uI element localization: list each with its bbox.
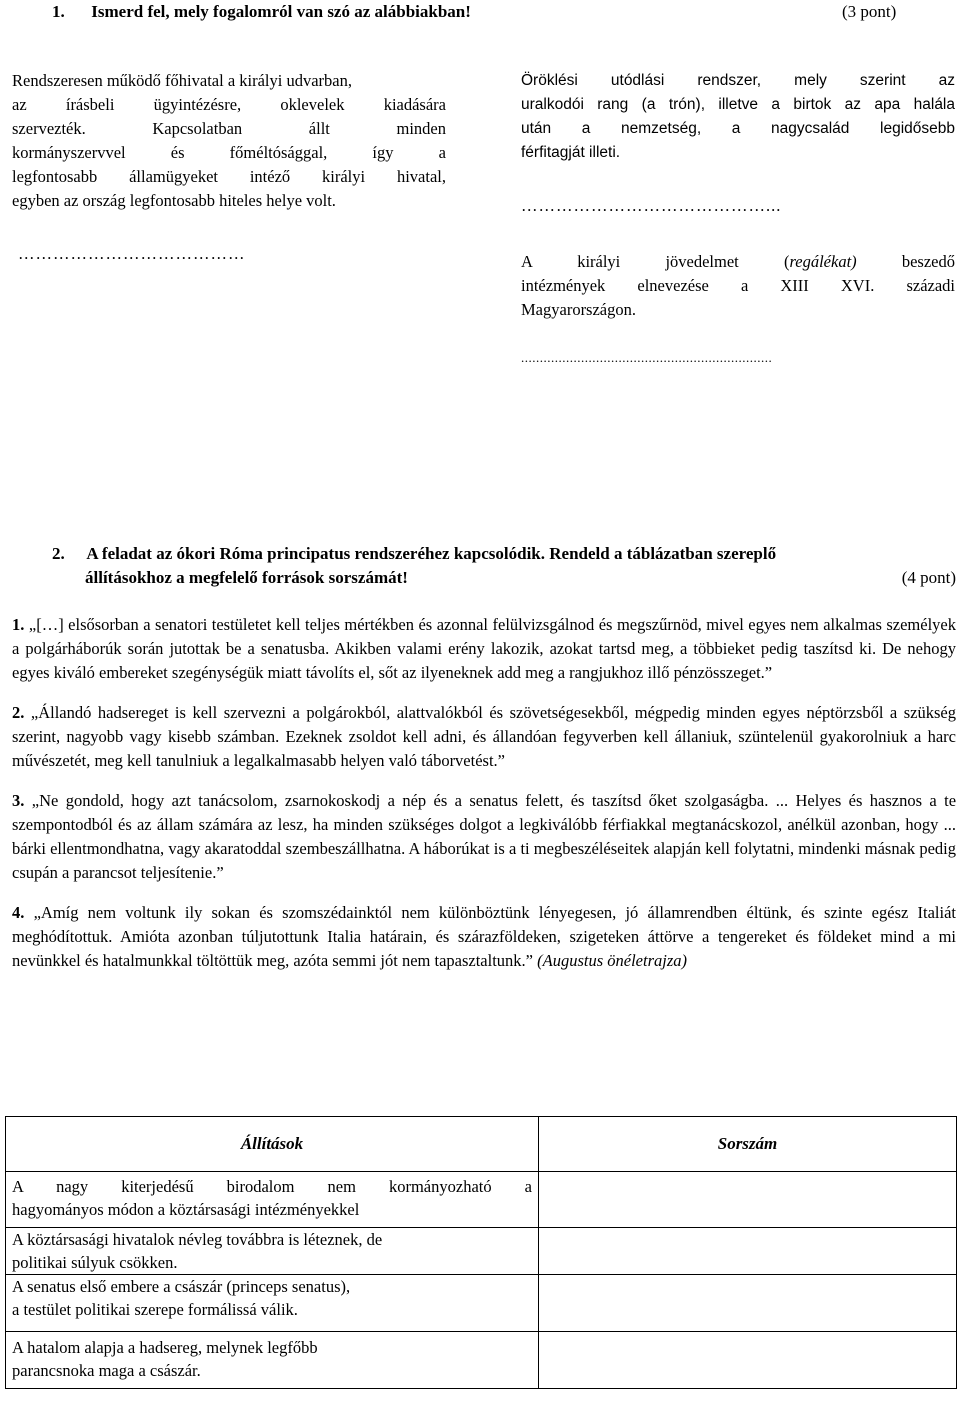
def-line: szervezték. Kapcsolatban állt minden bbox=[12, 119, 446, 138]
q2-points: (4 pont) bbox=[901, 568, 956, 587]
number-answer-cell[interactable] bbox=[539, 1172, 957, 1228]
def-line: kormányszervvel és főméltósággal, így a bbox=[12, 143, 446, 162]
source-2: 2. „Állandó hadsereget is kell szervezni a polgárokból, alattvalókból és szövetségesekből, mégpedig minden egyes néptörzsből a szükség szerint, nagyobb vagy kisebb számban. Ezeknek zsoldot kell adni, és állandóan fegyverben kell állaniuk, szüntelenül gyakorolniuk a harc művészetét, meg kell tanulniuk a legalkalmasabb helyen való táborvetést.” bbox=[12, 703, 957, 770]
table-row bbox=[6, 1172, 957, 1228]
q1-number: 1. bbox=[52, 2, 65, 21]
def-line: intézmények elnevezése a XIII XVI. századi bbox=[521, 276, 955, 295]
number-answer-cell[interactable] bbox=[539, 1275, 957, 1332]
statement-cell: A senatus első embere a császár (princeps senatus), a testület politikai szerepe formálissá válik. bbox=[6, 1275, 539, 1332]
q2-sources bbox=[12, 613, 956, 973]
table-row bbox=[6, 1228, 957, 1275]
q2-prompt-line-1: 2. A feladat az ókori Róma principatus rendszeréhez kapcsolódik. Rendeld a táblázatban szereplő bbox=[52, 544, 777, 563]
source-4: 4. „Amíg nem voltunk ily sokan és szomszédainktól nem különböztünk lényegesen, jó államrendben éltünk, és szinte egész Italiát meghódítottuk. Amióta azonban túljutottunk Italia határain, és szárazföldeken, szigeteken áttörve a tengereket és földeket mind a mi nevünkkel és hatalmunkkal töltöttük meg, azóta semmi jót nem tapasztaltunk.” (Augustus önéletrajza) bbox=[12, 903, 956, 970]
table-row bbox=[6, 1275, 957, 1332]
statement-cell: A hatalom alapja a hadsereg, melynek legfőbb parancsnoka maga a császár. bbox=[6, 1332, 539, 1389]
def-line: A királyi jövedelmet (regálékat) beszedő bbox=[521, 252, 955, 271]
def-line: Magyarországon. bbox=[521, 300, 637, 319]
q1-right-definition-1 bbox=[521, 72, 955, 168]
def-line: Rendszeresen működő főhivatal a királyi udvarban, bbox=[12, 71, 352, 90]
q2-header bbox=[52, 544, 956, 592]
table-header-row bbox=[6, 1117, 957, 1172]
q1-header bbox=[52, 2, 471, 22]
statements-table bbox=[5, 1116, 957, 1389]
def-line: egyben az ország legfontosabb hiteles helye volt. bbox=[12, 191, 336, 210]
number-answer-cell[interactable] bbox=[539, 1228, 957, 1275]
statement-cell: A nagy kiterjedésű birodalom nem kormányozható a hagyományos módon a köztársasági intézményekkel bbox=[6, 1172, 539, 1228]
number-answer-cell[interactable] bbox=[539, 1332, 957, 1389]
q1-right-answer-blank-2[interactable]: ................................................................... bbox=[521, 350, 773, 365]
statement-cell: A köztársasági hivatalok névleg továbbra is léteznek, de politikai súlyuk csökken. bbox=[6, 1228, 539, 1275]
q1-points: (3 pont) bbox=[842, 2, 897, 21]
header-statements: Állítások bbox=[6, 1117, 539, 1172]
source-number: 1. bbox=[12, 615, 25, 634]
def-line: után a nemzetség, a nagycsalád legidősebb bbox=[521, 120, 955, 137]
def-line: uralkodói rang (a trón), illetve a birtok az apa halála bbox=[521, 96, 955, 113]
source-attribution: (Augustus önéletrajza) bbox=[537, 951, 687, 970]
source-1: 1. „[…] elsősorban a senatori testületet kell teljes mértékben és azonnal felülvizsgálnod és megszűrnöd, mivel egyes nem alkalmas személyek a polgárháborúk során jutottak be a senatusba. Akikben valami erény lakozik, azokat tartsd meg, a többieket pedig taszítsd ki. De nehogy egyes kiváló embereket szegénységük miatt távolíts el, sőt az ilyeneknek add meg a rangjukhoz illő pénzösszeget.” bbox=[12, 615, 956, 682]
source-number: 2. bbox=[12, 703, 25, 722]
q1-left-definition bbox=[12, 71, 446, 215]
q1-right-answer-blank-1[interactable]: ……………………………………... bbox=[521, 196, 782, 215]
q1-left-answer-blank[interactable]: ………………………………… bbox=[18, 244, 246, 263]
q2-number: 2. bbox=[52, 544, 65, 563]
header-number: Sorszám bbox=[539, 1117, 957, 1172]
source-3: 3. „Ne gondold, hogy azt tanácsolom, zsarnokoskodj a nép és a senatus felett, és taszítsd őket szolgaságba. ... Helyes és hasznos a te szempontodból és az állam számára az lesz, ha minden szükséges dolgot a legkiválóbb férfiakkal megtanácskozol, anélkül azonban, hogy ... bárki ellentmondhatna, vagy akaratoddal szembeszállhatna. A háborúkat is a ti megbeszéléseitek alapján kell folytatni, mindenki másnak pedig csupán a parancsot teljesítenie.” bbox=[12, 791, 957, 882]
def-line: férfitagját illeti. bbox=[521, 144, 621, 161]
def-line: legfontosabb államügyeket intéző királyi hivatal, bbox=[12, 167, 446, 186]
def-line: az írásbeli ügyintézésre, oklevelek kiadására bbox=[12, 95, 446, 114]
table-row bbox=[6, 1332, 957, 1389]
q1-right-definition-2 bbox=[521, 252, 955, 324]
source-number: 4. bbox=[12, 903, 25, 922]
def-line: Öröklési utódlási rendszer, mely szerint az bbox=[521, 72, 955, 89]
source-number: 3. bbox=[12, 791, 25, 810]
q2-prompt-line-2: állításokhoz a megfelelő források sorszámát! (4 pont) bbox=[85, 568, 956, 587]
q1-prompt: Ismerd fel, mely fogalomról van szó az alábbiakban! bbox=[91, 2, 471, 21]
